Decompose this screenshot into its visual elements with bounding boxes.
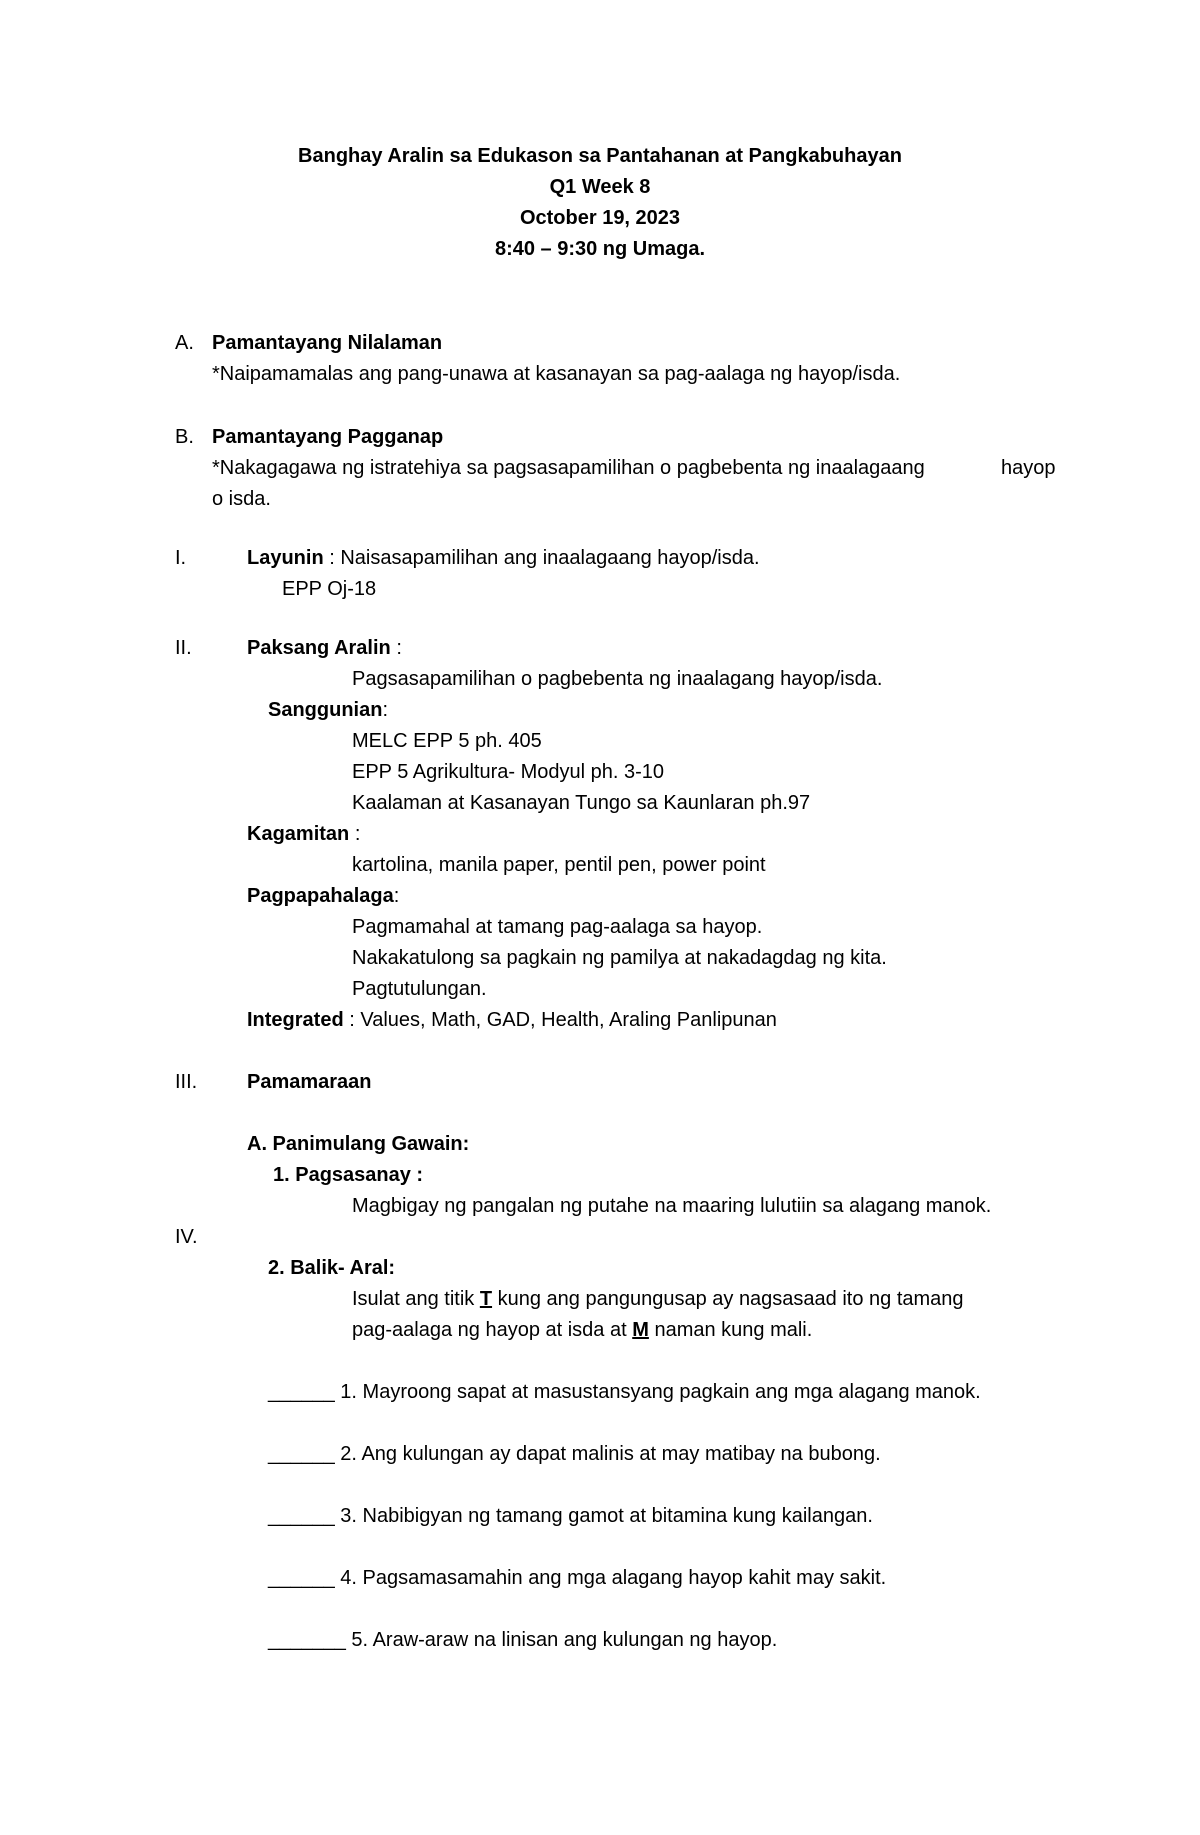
- part-1-text: : Naisasapamilihan ang inaalagaang hayop/isda.: [329, 547, 760, 569]
- part-3-heading: Pamamaraan: [247, 1071, 372, 1093]
- pagsasanay-label: 1. Pagsasanay :: [273, 1164, 424, 1186]
- integrated-text: : Values, Math, GAD, Health, Araling Panlipunan: [349, 1009, 777, 1031]
- reference-item: EPP 5 Agrikultura- Modyul ph. 3-10: [352, 761, 665, 783]
- value-item: Pagtutulungan.: [352, 978, 487, 1000]
- exercise-item: [268, 1444, 881, 1464]
- exercise-text: 4. Pagsamasamahin ang mga alagang hayop kahit may sakit.: [334, 1567, 887, 1589]
- pagsasanay-text: Magbigay ng pangalan ng putahe na maaring lulutiin sa alagang manok.: [352, 1195, 992, 1217]
- part-2-colon: :: [396, 637, 402, 659]
- references-label: Sanggunian: [268, 699, 383, 721]
- values-label: Pagpapahalaga: [247, 885, 394, 907]
- exercise-item: [268, 1382, 981, 1402]
- part-3-marker: III.: [175, 1071, 198, 1093]
- document-title: Banghay Aralin sa Edukason sa Pantahanan at Pangkabuhayan: [298, 145, 902, 167]
- document-date: October 19, 2023: [519, 207, 681, 229]
- exercise-item: [268, 1568, 886, 1588]
- part-2-heading: Paksang Aralin: [247, 637, 391, 659]
- value-item: Pagmamahal at tamang pag-aalaga sa hayop.: [352, 916, 763, 938]
- answer-blank: _______: [268, 1629, 346, 1651]
- instruction-text: pag-aalaga ng hayop at isda at: [352, 1319, 633, 1341]
- instruction-line-1: [352, 1289, 964, 1309]
- section-b-text-line1: *Nakagagawa ng istratehiya sa pagsasapamilihan o pagbebenta ng inaalagaang: [212, 457, 925, 479]
- part-1-marker: I.: [175, 547, 187, 569]
- values-colon: :: [393, 885, 400, 907]
- answer-blank: ______: [268, 1505, 335, 1527]
- document-week: Q1 Week 8: [549, 176, 651, 198]
- section-b-marker: B.: [175, 426, 194, 448]
- part-1-code: EPP Oj-18: [282, 578, 377, 600]
- reference-item: MELC EPP 5 ph. 405: [352, 730, 542, 752]
- exercise-text: 3. Nabibigyan ng tamang gamot at bitamina kung kailangan.: [334, 1505, 873, 1527]
- instruction-line-2: [352, 1320, 812, 1340]
- materials-text: kartolina, manila paper, pentil pen, power point: [352, 854, 766, 876]
- section-a-text: *Naipamamalas ang pang-unawa at kasanayan sa pag-aalaga ng hayop/isda.: [212, 363, 901, 385]
- section-a-heading: Pamantayang Nilalaman: [212, 332, 443, 354]
- answer-blank: ______: [268, 1443, 335, 1465]
- part-2-topic: Pagsasapamilihan o pagbebenta ng inaalagang hayop/isda.: [352, 668, 883, 690]
- part-4-marker: IV.: [175, 1226, 198, 1248]
- references-colon: :: [382, 699, 389, 721]
- exercise-item: [268, 1506, 873, 1526]
- section-a-marker: A.: [175, 332, 194, 354]
- letter-t: T: [479, 1288, 493, 1310]
- materials-label: Kagamitan: [247, 823, 350, 845]
- reference-item: Kaalaman at Kasanayan Tungo sa Kaunlaran ph.97: [352, 792, 811, 814]
- section-b-text-line1-end: hayop: [1001, 457, 1056, 479]
- instruction-text: Isulat ang titik: [352, 1288, 480, 1310]
- letter-m: M: [632, 1319, 649, 1341]
- materials-colon: :: [354, 823, 361, 845]
- exercise-text: 2. Ang kulungan ay dapat malinis at may matibay na bubong.: [334, 1443, 881, 1465]
- part-3-sub-a: A. Panimulang Gawain:: [247, 1133, 470, 1155]
- exercise-item: [268, 1630, 777, 1650]
- exercise-text: 5. Araw-araw na linisan ang kulungan ng hayop.: [345, 1629, 778, 1651]
- balik-aral-label: 2. Balik- Aral:: [268, 1257, 396, 1279]
- answer-blank: ______: [268, 1567, 335, 1589]
- integrated-label: Integrated: [247, 1009, 344, 1031]
- answer-blank: ______: [268, 1381, 335, 1403]
- part-1-heading: Layunin: [247, 547, 324, 569]
- instruction-text: naman kung mali.: [648, 1319, 813, 1341]
- section-b-heading: Pamantayang Pagganap: [212, 426, 444, 448]
- part-2-marker: II.: [175, 637, 192, 659]
- value-item: Nakakatulong sa pagkain ng pamilya at nakadagdag ng kita.: [352, 947, 887, 969]
- section-b-text-line2: o isda.: [212, 488, 271, 510]
- document-time: 8:40 – 9:30 ng Umaga.: [494, 238, 706, 260]
- instruction-text: kung ang pangungusap ay nagsasaad ito ng tamang: [492, 1288, 964, 1310]
- exercise-text: 1. Mayroong sapat at masustansyang pagkain ang mga alagang manok.: [334, 1381, 981, 1403]
